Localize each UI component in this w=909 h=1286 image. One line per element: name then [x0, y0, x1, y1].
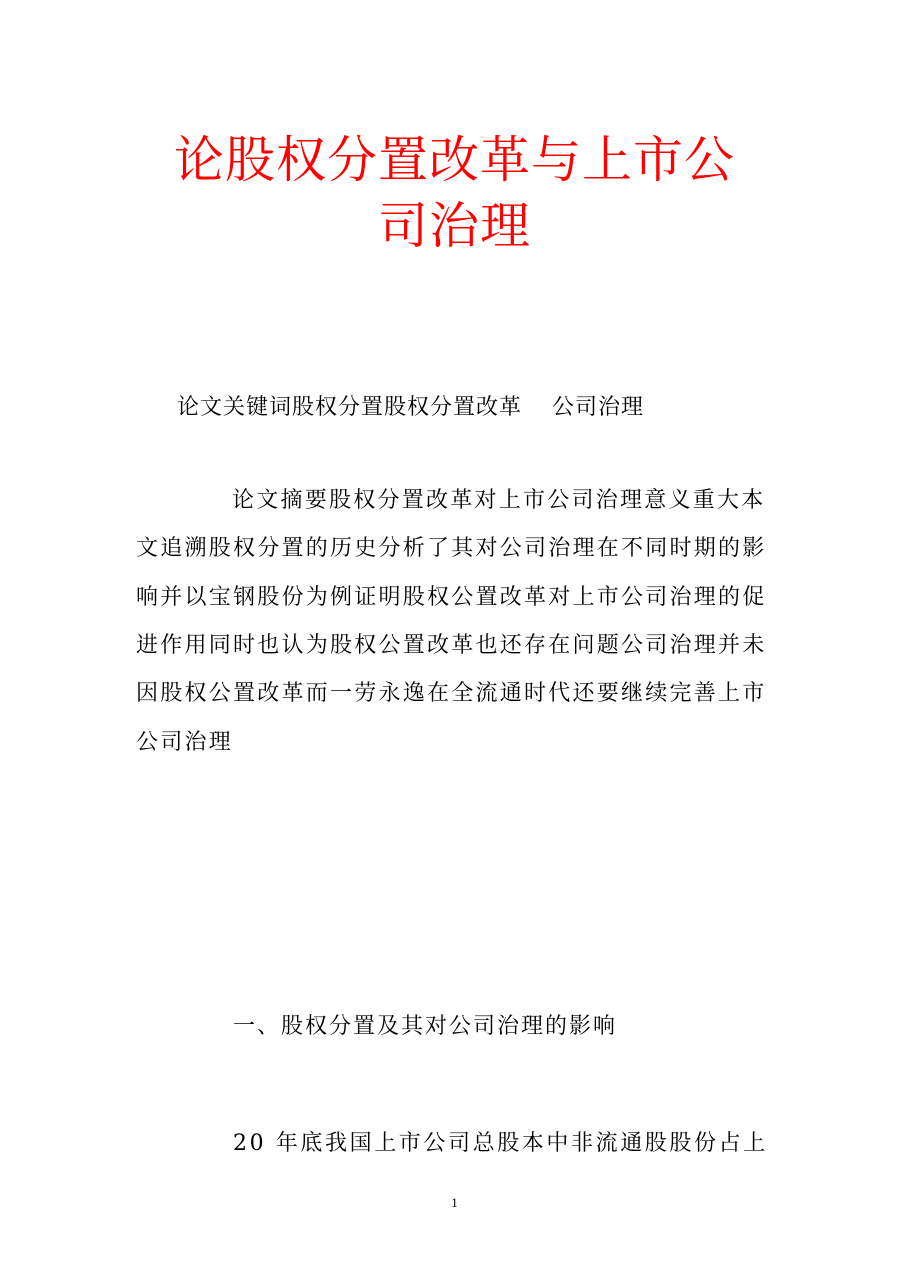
keywords-main: 论文关键词股权分置股权分置改革 [177, 395, 523, 420]
abstract-line: 公司治理 [136, 730, 234, 755]
keywords-extra: 公司治理 [552, 395, 645, 420]
abstract-line: 文追溯股权分置的历史分析了其对公司治理在不同时期的影 [136, 536, 767, 561]
body-paragraph-line: 20 年底我国上市公司总股本中非流通股股份占上 [233, 1131, 768, 1156]
document-title-line-2: 司治理 [378, 197, 531, 255]
section-heading: 一、股权分置及其对公司治理的影响 [233, 1014, 618, 1039]
keywords-line [177, 397, 644, 419]
abstract-line: 因股权公置改革而一劳永逸在全流通时代还要继续完善上市 [136, 681, 767, 706]
abstract-line: 响并以宝钢股份为例证明股权公置改革对上市公司治理的促 [136, 585, 767, 610]
page-number: 1 [451, 1195, 458, 1210]
abstract-line: 进作用同时也认为股权公置改革也还存在问题公司治理并未 [136, 633, 767, 658]
abstract-line: 论文摘要股权分置改革对上市公司治理意义重大本 [232, 488, 766, 513]
document-title-line-1: 论股权分置改革与上市公 [174, 131, 735, 189]
